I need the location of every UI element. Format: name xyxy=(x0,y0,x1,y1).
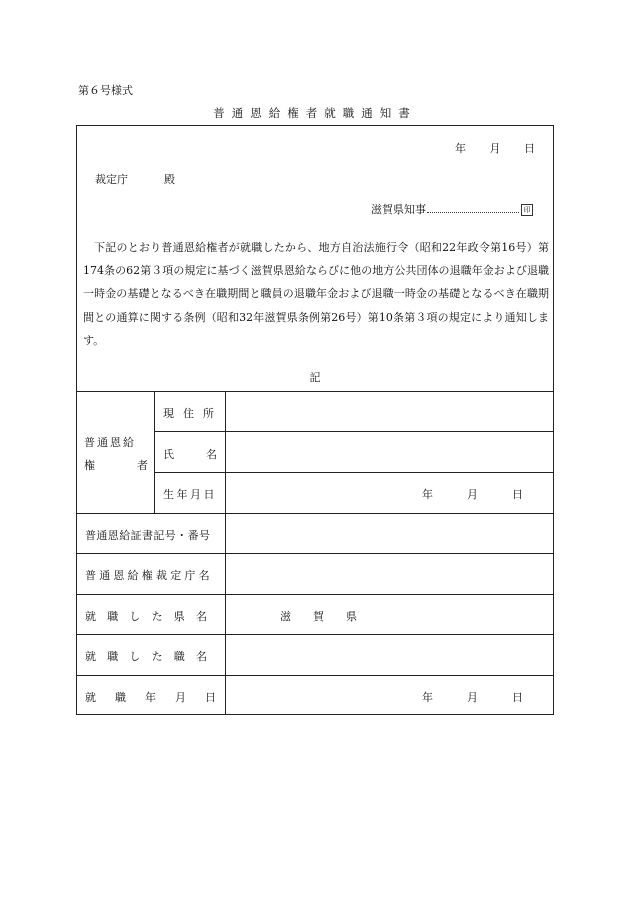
sender-name: 滋賀県知事 xyxy=(371,203,426,216)
date-month-label: 月 xyxy=(489,142,501,155)
group-label-text: 権 者 xyxy=(84,459,148,472)
seal-mark: 印 xyxy=(521,204,533,216)
addressee-office: 裁定庁 xyxy=(95,173,128,186)
group-label-line2 xyxy=(84,457,148,473)
addressee-honorific: 殿 xyxy=(164,173,175,186)
birth-month-label: 月 xyxy=(467,488,478,501)
row-divider xyxy=(76,553,554,554)
notice-body-text: 下記のとおり普通恩給権者が就職したから、地方自治法施行令（昭和22年政令第16号）第174条の62第３項の規定に基づく滋賀県恩給ならびに他の地方公共団体の退職年金および退職一時金の基礎となるべき在職期間と職員の退職年金および退職一時金の基礎となるべき在職期間との通算に関する条例（昭和32年滋賀県条例第26号）第10条第３項の規定により通知します。 xyxy=(83,241,549,347)
employment-date-label: 就職年月日 xyxy=(85,691,235,704)
row-divider xyxy=(76,634,554,635)
birth-date-label: 生年月日 xyxy=(163,488,217,501)
date-day-label: 日 xyxy=(524,142,535,155)
row-divider xyxy=(154,472,554,473)
issue-date xyxy=(455,140,535,156)
table-top-rule xyxy=(76,391,554,392)
employment-day-label: 日 xyxy=(512,691,523,704)
birth-year-label: 年 xyxy=(422,488,433,501)
certificate-label: 普通恩給証書記号・番号 xyxy=(85,529,211,542)
row-divider xyxy=(76,594,554,595)
position-label: 就職した職名 xyxy=(85,650,219,663)
prefecture-label: 就職した県名 xyxy=(85,610,219,623)
document-title: 普通恩給権者就職通知書 xyxy=(213,106,417,120)
sender-line xyxy=(371,201,533,217)
group-label-line1 xyxy=(84,434,134,450)
row-divider xyxy=(76,675,554,676)
row-divider xyxy=(154,431,554,432)
form-number: 第６号様式 xyxy=(78,84,133,97)
employment-month-label: 月 xyxy=(467,691,478,704)
signature-dotted-line xyxy=(427,203,519,213)
group-label-text: 普 通 恩 給 xyxy=(84,436,134,449)
column-divider xyxy=(154,391,155,513)
prefecture-value: 滋賀県 xyxy=(280,610,379,623)
addressee xyxy=(95,171,175,187)
row-divider xyxy=(76,513,554,514)
column-divider xyxy=(225,391,226,715)
employment-date-value xyxy=(422,689,523,705)
birth-day-label: 日 xyxy=(512,488,523,501)
ki-heading: 記 xyxy=(309,371,321,384)
current-address-label: 現住所 xyxy=(163,407,223,420)
birth-date-value xyxy=(422,486,523,502)
certifying-office-label: 普通恩給権裁定庁名 xyxy=(85,569,213,582)
name-label: 氏名 xyxy=(163,448,249,461)
employment-year-label: 年 xyxy=(422,691,433,704)
date-year-label: 年 xyxy=(455,142,466,155)
